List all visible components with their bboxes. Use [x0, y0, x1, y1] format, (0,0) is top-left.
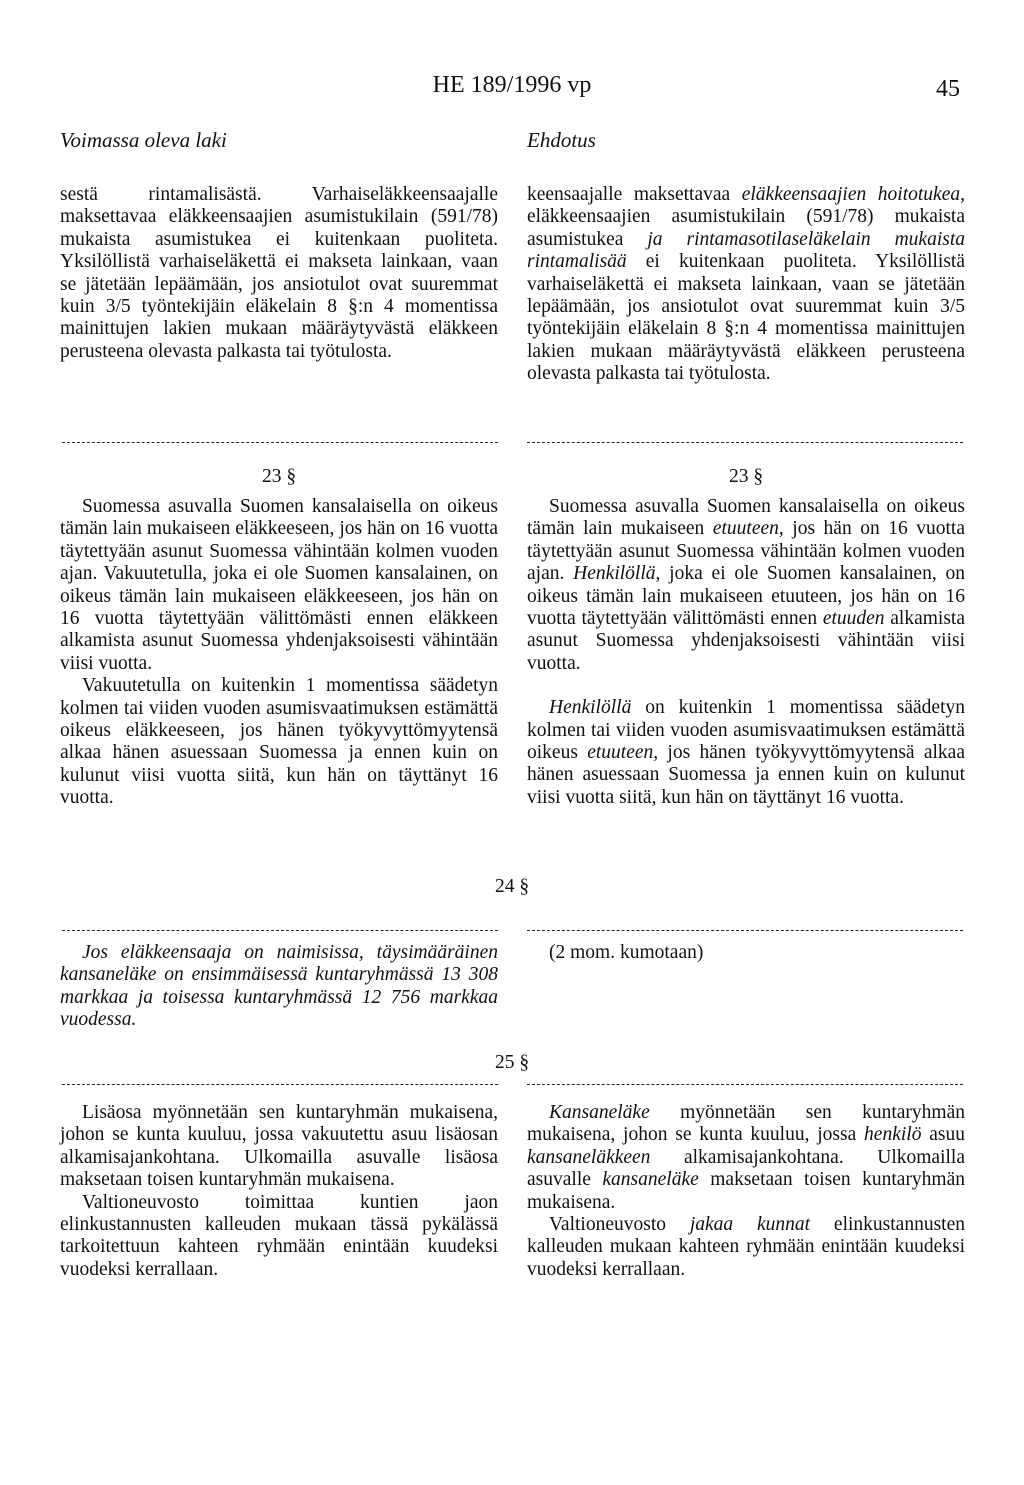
- text-segment: jos hänen työkyvyttömyytensä alkaa hänen asuessaan Suomessa ja ennen kuin on kulunut viisi vuotta siitä, kun hän on täyttänyt 16 vuotta.: [527, 742, 965, 808]
- text-segment: on kuitenkin 1 momentissa säädetyn kolmen tai viiden vuoden asumisvaatimuksen estämättä oikeus: [527, 697, 965, 764]
- left-section-23-paragraph-1: Suomessa asuvalla Suomen kansalaisella on oikeus tämän lain mukaiseen eläkkeeseen, jos hän on 16 vuotta täytettyään asunut Suomessa vähintään kolmen vuoden ajan. Vakuutetulla, joka ei ole Suomen kansalainen, on oikeus tämän lain mukaiseen eläkkeeseen, jos hän on 16 vuotta täytettyään välittömästi ennen eläkkeen alkamista asunut Suomessa yhdenjaksoisesti vähintään viisi vuotta.: [60, 496, 498, 674]
- text-segment: maksetaan toisen kuntaryhmän mukaisena.: [527, 1169, 966, 1213]
- left-section-25-paragraph-2: Valtioneuvosto toimittaa kuntien jaon elinkustannusten kalleuden mukaan tässä pykälässä tarkoitettuun kahteen ryhmään enintään kuudeksi vuodeksi kerrallaan.: [60, 1191, 498, 1280]
- document-title: HE 189/1996 vp: [432, 72, 592, 98]
- left-separator-3: [62, 1084, 498, 1085]
- right-top-block: [527, 184, 965, 386]
- text-segment: elinkustannusten kalleuden mukaan kahteen ryhmään enintään kuudeksi vuodeksi kerrallaan.: [527, 1214, 965, 1280]
- left-section-23-title: 23 §: [261, 466, 297, 487]
- italic-segment: etuuteen,: [712, 518, 784, 540]
- text-segment: alkamista asunut Suomessa yhdenjaksoisesti vähintään viisi vuotta.: [527, 608, 965, 674]
- left-section-24-paragraph-2: Jos eläkkeensaaja on naimisissa, täysimääräinen kansaneläke on ensimmäisessä kuntaryhmässä 13 308 markkaa ja toisessa kuntaryhmässä 12 756 markkaa vuodessa.: [60, 942, 498, 1031]
- italic-segment: kansaneläke: [602, 1169, 699, 1191]
- text-segment: joka ei ole Suomen kansalainen, on oikeus tämän lain mukaiseen etuuteen, jos hän on 16 vuotta täytettyään välittömästi ennen: [527, 563, 966, 630]
- italic-segment: eläkkeensaajien hoitotukea,: [741, 184, 965, 205]
- right-top-paragraph: [527, 184, 965, 386]
- right-column-heading: Ehdotus: [527, 128, 596, 152]
- left-separator-2: [62, 930, 498, 931]
- right-section-23-paragraph-2: [527, 697, 965, 809]
- left-top-paragraph: sestä rintamalisästä. Varhaiseläkkeensaajalle maksettavaa eläkkeensaajien asumistukilain (591/78) mukaista asumistukea ei kuitenkaan puoliteta. Yksilöllistä varhaiseläkettä ei makseta lainkaan, vaan se jätetään lepäämään, jos ansiotulot ovat suuremmat kuin 3/5 työntekijäin eläkelain 8 §:n 4 momentissa mainittujen lakien mukaan määräytyvästä eläkkeen perusteena olevasta palkasta tai työtulosta.: [60, 184, 498, 362]
- text-segment: asuu: [921, 1124, 965, 1146]
- text-segment: jos hän on 16 vuotta täytettyään asunut Suomessa vähintään kolmen vuoden ajan.: [527, 518, 965, 585]
- text-segment: Valtioneuvosto: [549, 1214, 690, 1236]
- italic-segment: jakaa kunnat: [689, 1214, 811, 1236]
- text-segment: keensaajalle maksettavaa: [527, 184, 742, 205]
- right-separator-1: [527, 442, 963, 443]
- text-segment: eläkkeensaajien asumistukilain (591/78) mukaista asumistukea: [527, 206, 965, 250]
- page-number: 45: [936, 76, 960, 102]
- left-section-23-paragraph-2: Vakuutetulla on kuitenkin 1 momentissa säädetyn kolmen tai viiden vuoden asumisvaatimuksen estämättä oikeus eläkkeeseen, jos hänen työkyvyttömyytensä alkaa hänen asuessaan Suomessa ja ennen kuin on kulunut viisi vuotta siitä, kun hän on täyttänyt 16 vuotta.: [60, 675, 498, 809]
- left-section-23: [60, 496, 498, 810]
- left-separator-1: [62, 442, 498, 443]
- italic-segment: etuuden: [822, 608, 885, 630]
- left-top-block: [60, 184, 498, 363]
- text-segment: ei kuitenkaan puoliteta. Yksilöllistä varhaiseläkettä ei makseta lainkaan, vaan se jätetään lepäämään, jos ansiotulot ovat suuremmat kuin 3/5 työntekijäin eläkelain 8 §:n 4 momentissa mainittujen lakien mukaan määräytyvästä eläkkeen perusteena olevasta palkasta tai työtulosta.: [527, 251, 965, 385]
- left-section-25: [60, 1102, 498, 1281]
- italic-segment: kansaneläkkeen: [527, 1146, 651, 1168]
- text-segment: alkamisajankohtana. Ulkomailla asuvalle: [527, 1146, 965, 1191]
- right-section-25-paragraph-1: [527, 1102, 965, 1214]
- right-section-25: [527, 1102, 965, 1281]
- section-24-title: 24 §: [494, 876, 530, 897]
- right-section-24-paragraph-2: (2 mom. kumotaan): [549, 942, 704, 963]
- right-section-23-title: 23 §: [728, 466, 764, 487]
- text-segment: myönnetään sen kuntaryhmän mukaisena, johon se kunta kuuluu, jossa: [527, 1102, 965, 1146]
- right-separator-3: [527, 1084, 963, 1085]
- left-section-25-paragraph-1: Lisäosa myönnetään sen kuntaryhmän mukaisena, johon se kunta kuuluu, jossa vakuutettu asuu lisäosan alkamisajankohtana. Ulkomailla asuvalle lisäosa maksetaan toisen kuntaryhmän mukaisena.: [60, 1102, 498, 1191]
- italic-segment: etuuteen,: [587, 742, 659, 764]
- right-section-25-paragraph-2: [527, 1214, 965, 1281]
- section-25-title: 25 §: [494, 1052, 530, 1073]
- text-segment: Suomessa asuvalla Suomen kansalaisella on oikeus tämän lain mukaiseen: [527, 496, 965, 540]
- right-section-24: [527, 942, 965, 964]
- italic-segment: Henkilöllä,: [573, 563, 661, 585]
- right-separator-2: [527, 930, 963, 931]
- italic-segment: ja rintamasotilaseläkelain mukaista rintamalisää: [527, 228, 965, 273]
- right-section-23-paragraph-1: [527, 496, 965, 675]
- italic-segment: Kansaneläke: [549, 1102, 650, 1123]
- italic-segment: Henkilöllä: [549, 697, 632, 719]
- italic-segment: henkilö: [864, 1124, 922, 1146]
- left-section-24: [60, 942, 498, 1032]
- left-column-heading: Voimassa oleva laki: [60, 128, 227, 152]
- right-section-23: [527, 496, 965, 809]
